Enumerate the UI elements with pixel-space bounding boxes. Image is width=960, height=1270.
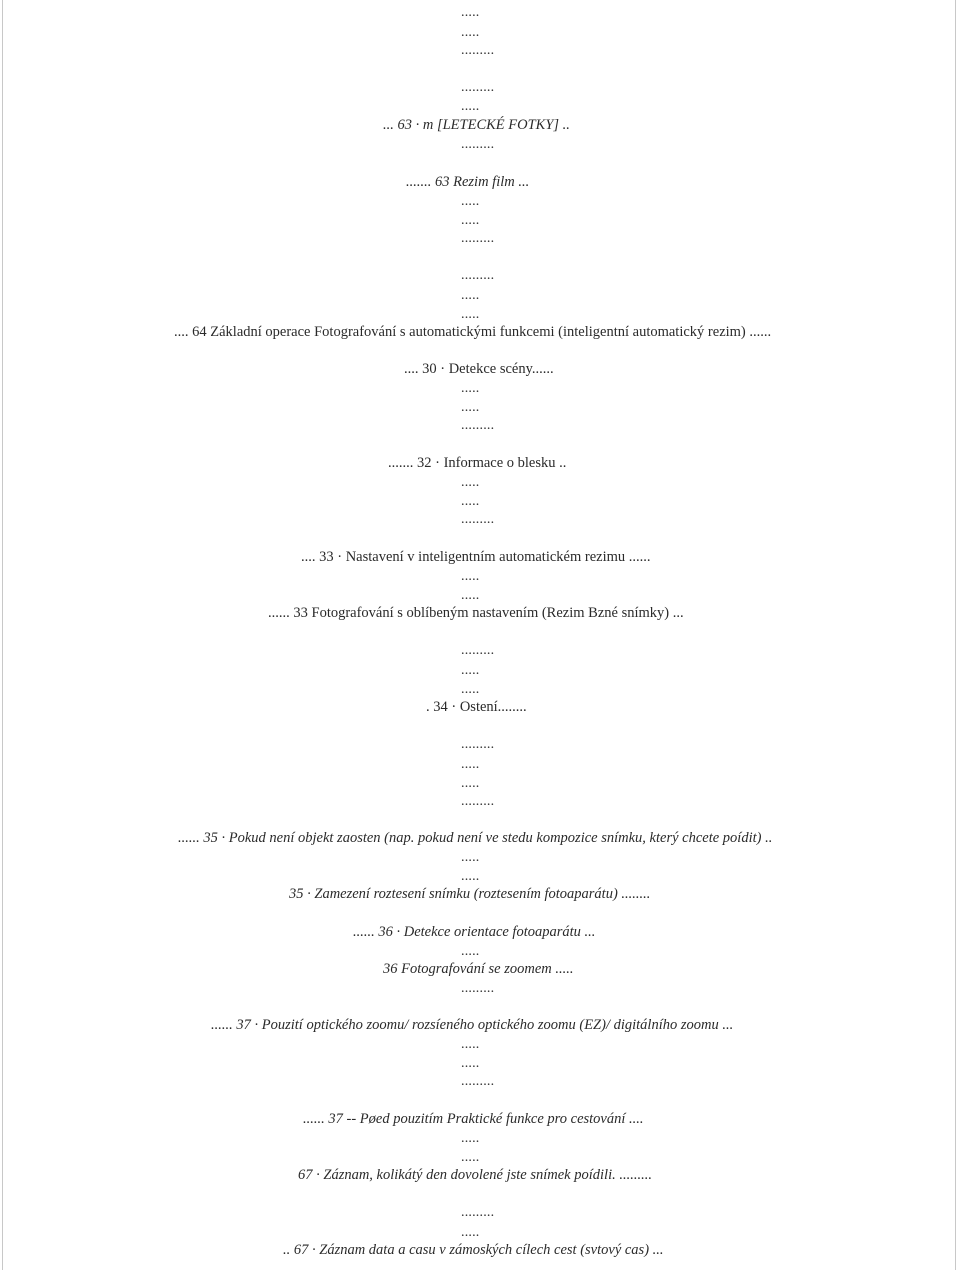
toc-dots: .....: [461, 944, 480, 959]
toc-entry: ...... 35 · Pokud není objekt zaosten (nap. pokud není ve stedu kompozice snímku, který chcete poídit) ..: [178, 830, 773, 846]
toc-dots: .....: [461, 1225, 480, 1240]
toc-dots: .........: [461, 512, 495, 527]
toc-dots: .....: [461, 400, 480, 415]
toc-entry: 36 Fotografování se zoomem .....: [383, 961, 574, 977]
toc-dots: .....: [461, 663, 480, 678]
toc-dots: .....: [461, 1056, 480, 1071]
toc-dots: .....: [461, 381, 480, 396]
toc-dots: .....: [461, 194, 480, 209]
toc-entry: .... 64 Základní operace Fotografování s automatickými funkcemi (inteligentní automatický rezim) ......: [174, 324, 772, 340]
left-border-line: [2, 0, 3, 1270]
toc-entry: ....... 63 Rezim film ...: [406, 174, 530, 190]
toc-dots: .........: [461, 737, 495, 752]
toc-entry: ...... 36 · Detekce orientace fotoaparátu ...: [353, 924, 596, 940]
toc-dots: .........: [461, 231, 495, 246]
toc-dots: .........: [461, 418, 495, 433]
toc-entry: ....... 32 · Informace o blesku ..: [388, 455, 567, 471]
toc-entry: 67 · Záznam, kolikátý den dovolené jste snímek poídili. .........: [298, 1167, 652, 1183]
toc-dots: .....: [461, 99, 480, 114]
toc-dots: .........: [461, 137, 495, 152]
toc-dots: .....: [461, 682, 480, 697]
toc-dots: .....: [461, 1150, 480, 1165]
toc-dots: .........: [461, 43, 495, 58]
toc-dots: .........: [461, 794, 495, 809]
toc-entry: ... 63 · m [LETECKÉ FOTKY] ..: [383, 117, 570, 133]
toc-dots: .........: [461, 643, 495, 658]
toc-dots: .....: [461, 869, 480, 884]
toc-entry: . 34 · Ostení........: [426, 699, 527, 715]
toc-entry: .... 33 · Nastavení v inteligentním automatickém rezimu ......: [301, 549, 651, 565]
toc-dots: .........: [461, 80, 495, 95]
toc-entry: .. 67 · Záznam data a casu v zámoských cílech cest (svtový cas) ...: [283, 1242, 664, 1258]
toc-dots: .........: [461, 1205, 495, 1220]
toc-entry: ...... 33 Fotografování s oblíbeným nastavením (Rezim Bzné snímky) ...: [268, 605, 684, 621]
toc-dots: .....: [461, 757, 480, 772]
toc-dots: .....: [461, 588, 480, 603]
toc-dots: .....: [461, 25, 480, 40]
toc-dots: .....: [461, 1037, 480, 1052]
toc-dots: .....: [461, 569, 480, 584]
toc-dots: .....: [461, 475, 480, 490]
toc-dots: .....: [461, 5, 480, 20]
toc-dots: .........: [461, 981, 495, 996]
toc-dots: .....: [461, 288, 480, 303]
toc-entry: .... 30 · Detekce scény......: [404, 361, 554, 377]
toc-entry: ...... 37 -- Pøed pouzitím Praktické funkce pro cestování ....: [303, 1111, 644, 1127]
toc-dots: .....: [461, 213, 480, 228]
toc-dots: .....: [461, 494, 480, 509]
toc-dots: .....: [461, 307, 480, 322]
toc-entry: 35 · Zamezení roztesení snímku (roztesením fotoaparátu) ........: [289, 886, 651, 902]
toc-dots: .....: [461, 850, 480, 865]
toc-dots: .....: [461, 1131, 480, 1146]
toc-entry: ...... 37 · Pouzití optického zoomu/ rozsíeného optického zoomu (EZ)/ digitálního zoomu ...: [211, 1017, 734, 1033]
toc-dots: .........: [461, 268, 495, 283]
toc-dots: .....: [461, 776, 480, 791]
toc-dots: .........: [461, 1074, 495, 1089]
right-border-line: [955, 0, 956, 1270]
